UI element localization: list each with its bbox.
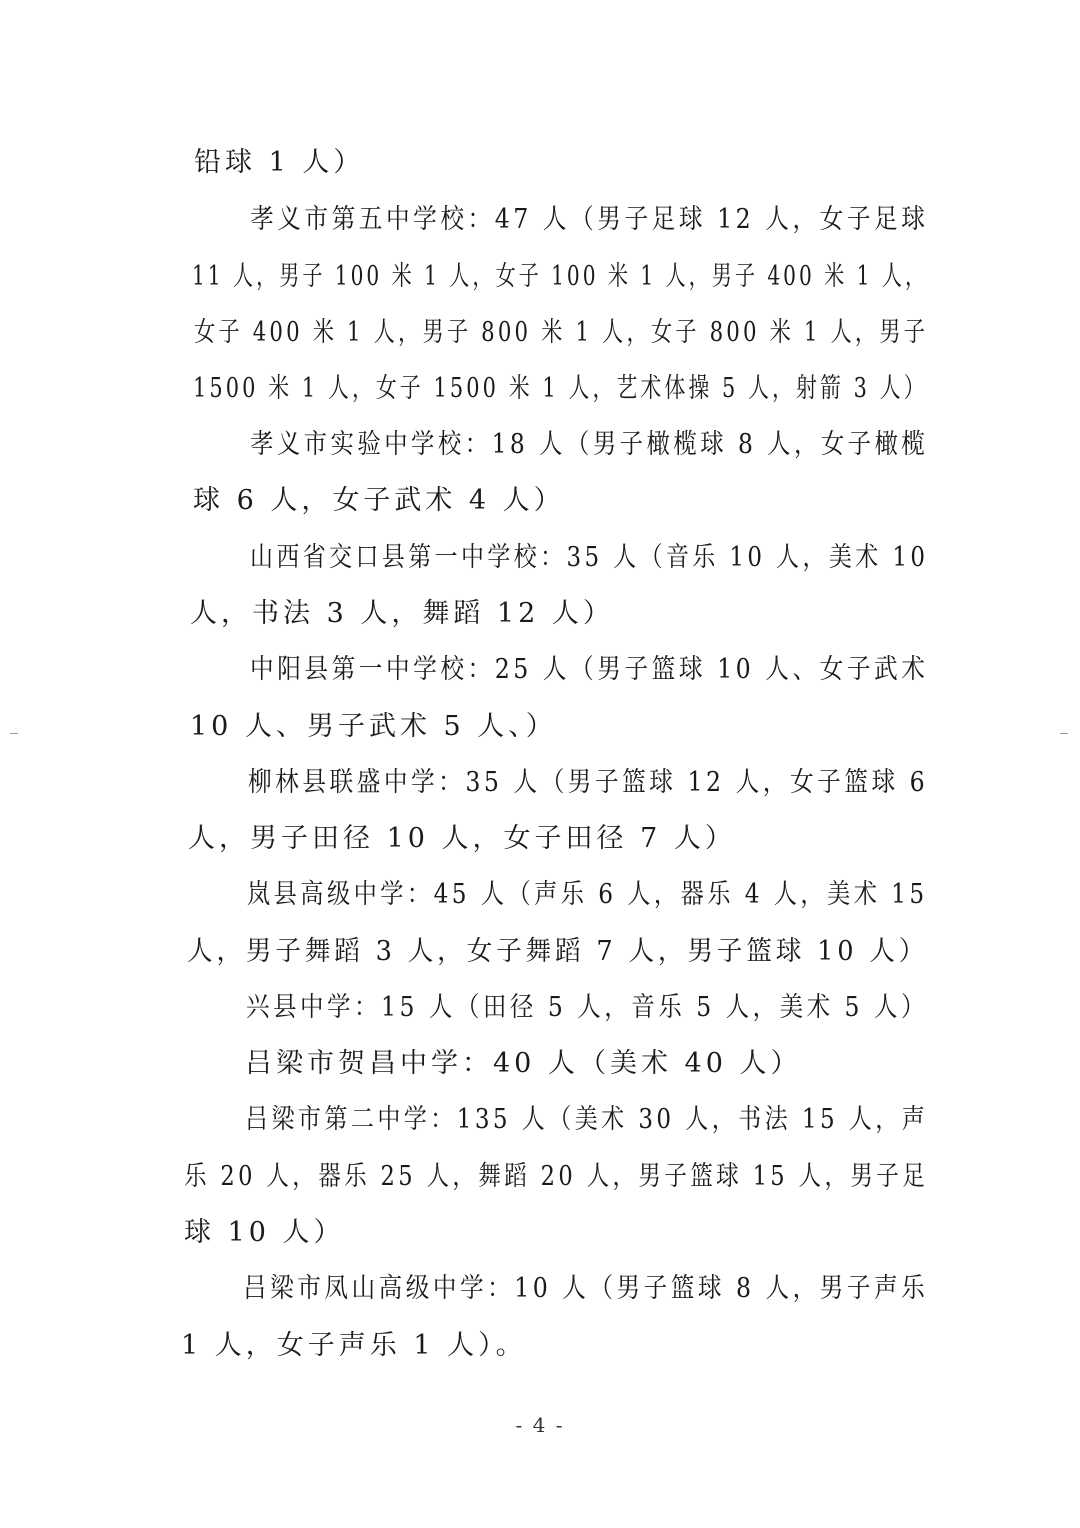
text-line: 1 人，女子声乐 1 人）。 (181, 1330, 527, 1361)
text-line: 人，男子舞蹈 3 人，女子舞蹈 7 人，男子篮球 10 人） (187, 936, 929, 967)
text-line: 乐 20 人，器乐 25 人，舞蹈 20 人，男子篮球 15 人，男子足 (184, 1161, 929, 1192)
page-number: - 4 - (515, 1413, 565, 1437)
text-line: 球 10 人） (184, 1217, 345, 1248)
text-line: 吕梁市贺昌中学：40 人（美术 40 人） (245, 1048, 802, 1079)
text-line: 中阳县第一中学校：25 人（男子篮球 10 人、女子武术 (250, 654, 929, 685)
text-line: 孝义市第五中学校：47 人（男子足球 12 人，女子足球 (250, 204, 929, 235)
text-line: 山西省交口县第一中学校：35 人（音乐 10 人，美术 10 (250, 542, 929, 573)
text-line: 10 人、男子武术 5 人、） (190, 711, 557, 742)
text-line: 1500 米 1 人，女子 1500 米 1 人，艺术体操 5 人，射箭 3 人） (193, 373, 928, 404)
binding-mark-left (10, 733, 18, 734)
text-line: 孝义市实验中学校：18 人（男子橄榄球 8 人，女子橄榄 (250, 429, 929, 460)
text-line: 吕梁市第二中学：135 人（美术 30 人，书法 15 人，声 (245, 1104, 929, 1135)
text-line: 11 人，男子 100 米 1 人，女子 100 米 1 人，男子 400 米 1 人， (192, 261, 929, 292)
text-line: 柳林县联盛中学：35 人（男子篮球 12 人，女子篮球 6 (248, 767, 929, 798)
text-line: 岚县高级中学：45 人（声乐 6 人，器乐 4 人，美术 15 (247, 879, 928, 910)
text-line: 人，书法 3 人，舞蹈 12 人） (190, 598, 614, 629)
text-line: 球 6 人，女子武术 4 人） (193, 485, 565, 516)
text-line: 铅球 1 人） (194, 147, 365, 178)
binding-mark-right (1060, 733, 1068, 734)
text-line: 兴县中学：15 人（田径 5 人，音乐 5 人，美术 5 人） (246, 992, 928, 1023)
text-line: 吕梁市凤山高级中学：10 人（男子篮球 8 人，男子声乐 (243, 1273, 929, 1304)
text-line: 人，男子田径 10 人，女子田径 7 人） (188, 823, 736, 854)
text-line: 女子 400 米 1 人，男子 800 米 1 人，女子 800 米 1 人，男子 (194, 317, 929, 348)
